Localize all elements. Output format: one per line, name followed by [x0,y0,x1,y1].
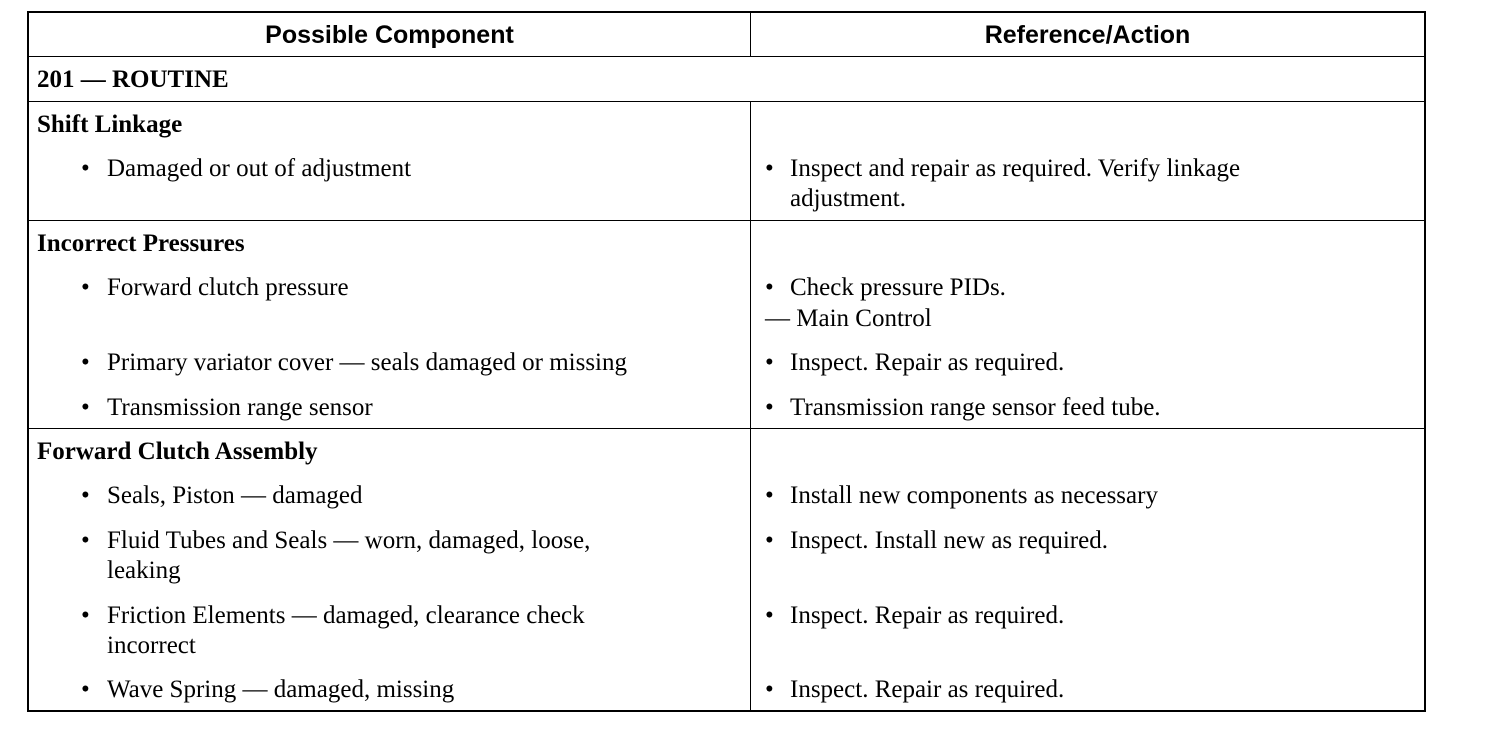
bullet: • [81,527,90,554]
bullet: • [81,676,90,703]
row-divider [29,101,1424,102]
action-text: Inspect and repair as required. Verify linkage [790,155,1241,182]
component-text: Seals, Piston — damaged [107,482,363,509]
section-title: Shift Linkage [37,111,183,138]
bullet: • [81,155,90,182]
component-text: Transmission range sensor [107,394,373,421]
component-text: Primary variator cover — seals damaged or missing [107,349,627,376]
bullet: • [81,602,90,629]
bullet: • [765,274,774,301]
component-text: incorrect [107,632,196,659]
bullet: • [81,274,90,301]
component-text: leaking [107,557,181,584]
component-text: Damaged or out of adjustment [107,155,412,182]
action-subitem: — Main Control [765,305,932,332]
bullet: • [765,676,774,703]
bullet: • [765,155,774,182]
component-text: Wave Spring — damaged, missing [107,676,455,703]
action-text: adjustment. [790,185,906,212]
action-text: Inspect. Repair as required. [790,676,1065,703]
bullet: • [765,394,774,421]
action-text: Inspect. Install new as required. [790,527,1108,554]
component-text: Forward clutch pressure [107,274,349,301]
bullet: • [765,349,774,376]
action-text: Inspect. Repair as required. [790,349,1065,376]
section-title: Forward Clutch Assembly [37,438,318,465]
column-header-action: Reference/Action [984,21,1191,49]
component-text: Friction Elements — damaged, clearance check [107,602,585,629]
action-text: Install new components as necessary [790,482,1158,509]
column-divider-body [750,102,751,712]
column-header-component: Possible Component [265,21,514,49]
bullet: • [81,394,90,421]
routine-title: 201 — ROUTINE [37,66,229,93]
diagnosis-table [27,11,1426,712]
action-text: Check pressure PIDs. [790,274,1006,301]
section-title: Incorrect Pressures [37,230,245,257]
bullet: • [765,482,774,509]
row-divider [29,428,1424,429]
bullet: • [765,602,774,629]
action-text: Transmission range sensor feed tube. [790,394,1161,421]
bullet: • [765,527,774,554]
component-text: Fluid Tubes and Seals — worn, damaged, loose, [107,527,591,554]
action-text: Inspect. Repair as required. [790,602,1065,629]
row-divider [29,220,1424,221]
bullet: • [81,349,90,376]
bullet: • [81,482,90,509]
